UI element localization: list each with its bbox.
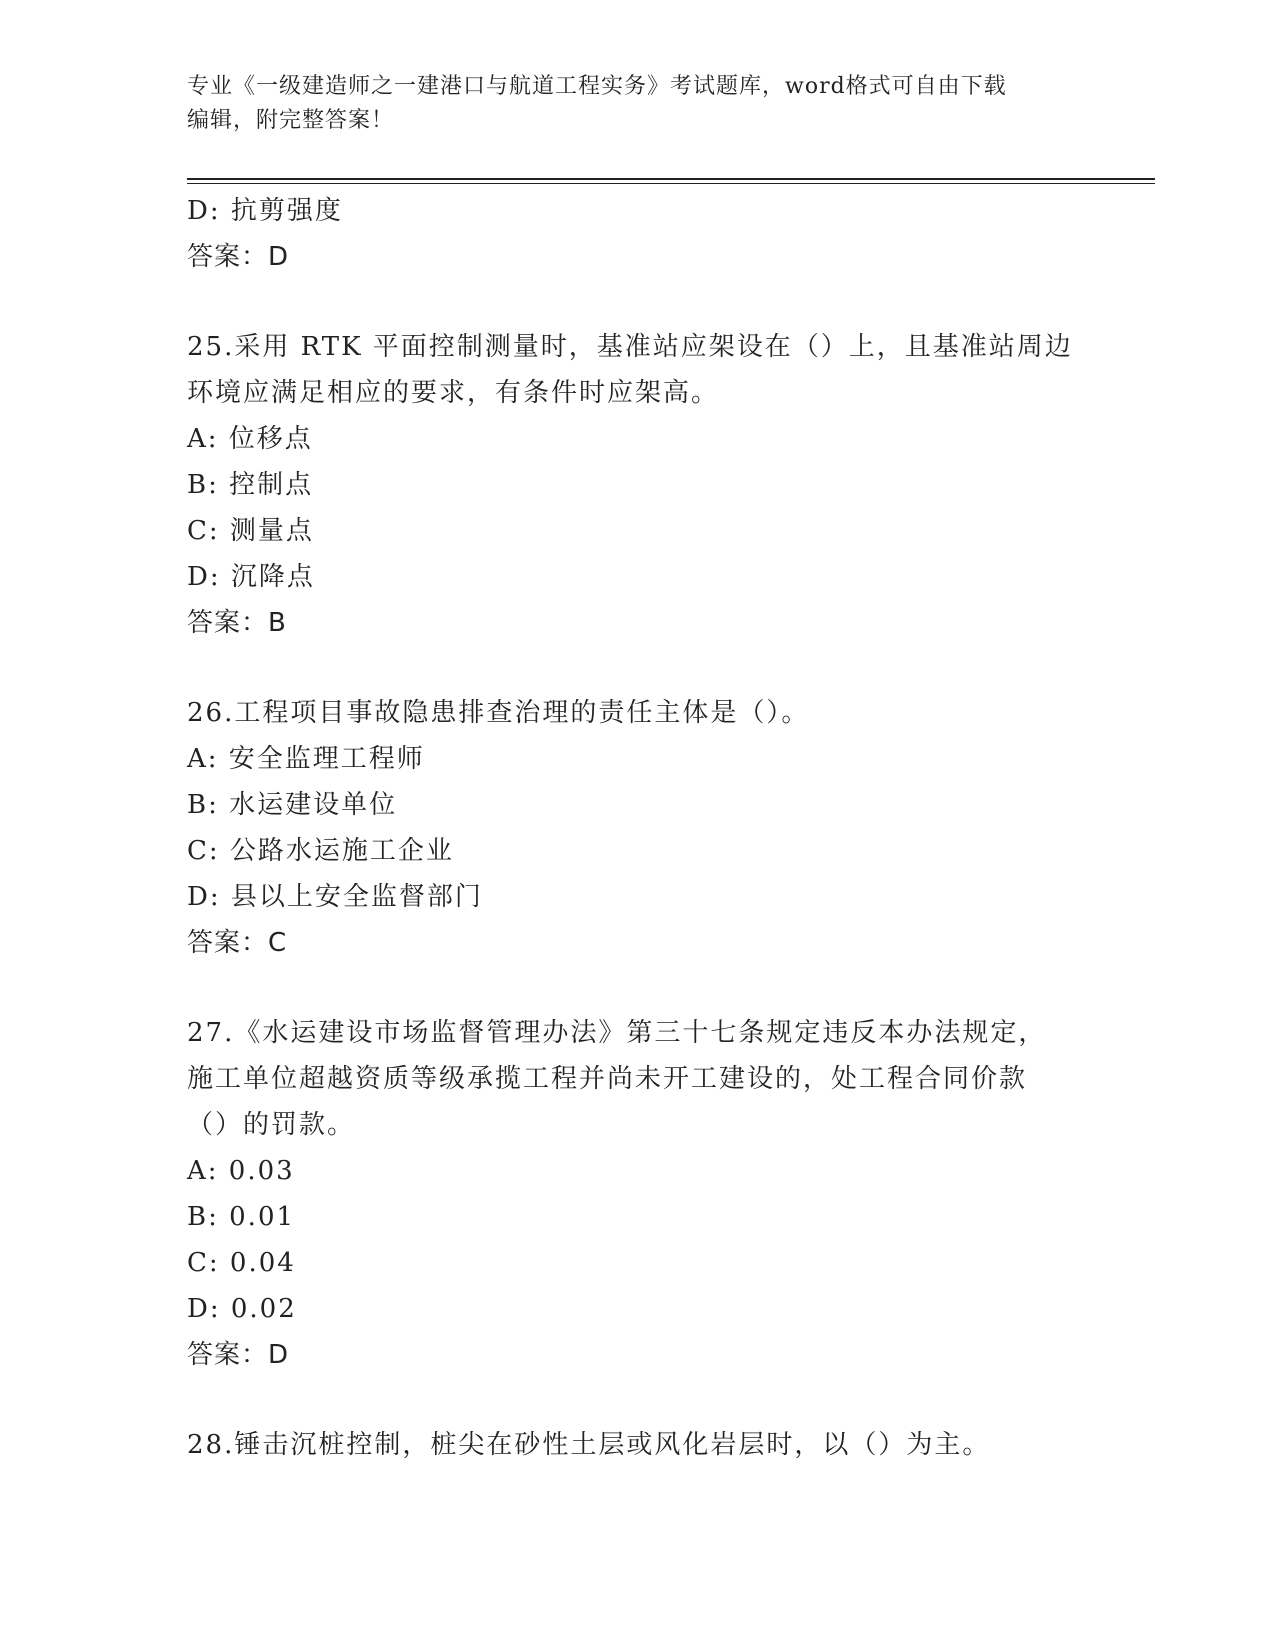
- question-27: [187, 1010, 1107, 1378]
- spacer: [187, 646, 1107, 690]
- option-c: C: 公路水运施工企业: [187, 836, 454, 866]
- answer: 答案：B: [187, 608, 287, 638]
- question-stem-line: 27.《水运建设市场监督管理办法》第三十七条规定违反本办法规定，: [187, 1018, 1047, 1048]
- answer: 答案：D: [187, 242, 290, 272]
- option-d: D: 县以上安全监督部门: [187, 882, 483, 912]
- spacer: [187, 966, 1107, 1010]
- question-stem-line: 26.工程项目事故隐患排查治理的责任主体是（）。: [187, 698, 810, 728]
- question-stem-line: 28.锤击沉桩控制，桩尖在砂性土层或风化岩层时，以（）为主。: [187, 1430, 991, 1460]
- option-d: D: 沉降点: [187, 562, 315, 592]
- question-list: [187, 188, 1107, 1468]
- header-divider-thick: [187, 178, 1155, 180]
- answer: 答案：C: [187, 928, 288, 958]
- option-c: C: 测量点: [187, 516, 314, 546]
- question-stem-line: 环境应满足相应的要求，有条件时应架高。: [187, 378, 720, 408]
- option-d: D: 抗剪强度: [187, 196, 343, 226]
- option-b: B: 0.01: [187, 1202, 296, 1232]
- header-line-2: 编辑，附完整答案！: [187, 108, 395, 133]
- spacer: [187, 280, 1107, 324]
- question-25: [187, 324, 1107, 646]
- spacer: [187, 1378, 1107, 1422]
- option-a: A: 位移点: [187, 424, 313, 454]
- option-b: B: 水运建设单位: [187, 790, 398, 820]
- option-b: B: 控制点: [187, 470, 314, 500]
- option-d: D: 0.02: [187, 1294, 297, 1324]
- option-a: A: 安全监理工程师: [187, 744, 425, 774]
- option-c: C: 0.04: [187, 1248, 296, 1278]
- question-stem-line: 25.采用 RTK 平面控制测量时，基准站应架设在（）上，且基准站周边: [187, 332, 1073, 362]
- page-header: [187, 70, 1087, 138]
- header-divider-thin: [187, 183, 1155, 184]
- question-26: [187, 690, 1107, 966]
- question-28: [187, 1422, 1107, 1468]
- header-line-1: 专业《一级建造师之一建港口与航道工程实务》考试题库，word格式可自由下载: [187, 74, 1007, 99]
- answer: 答案：D: [187, 1340, 290, 1370]
- question-stem-line: 施工单位超越资质等级承揽工程并尚未开工建设的，处工程合同价款: [187, 1064, 1028, 1094]
- option-a: A: 0.03: [187, 1156, 295, 1186]
- question-24: [187, 188, 1107, 280]
- question-stem-line: （）的罚款。: [187, 1110, 356, 1140]
